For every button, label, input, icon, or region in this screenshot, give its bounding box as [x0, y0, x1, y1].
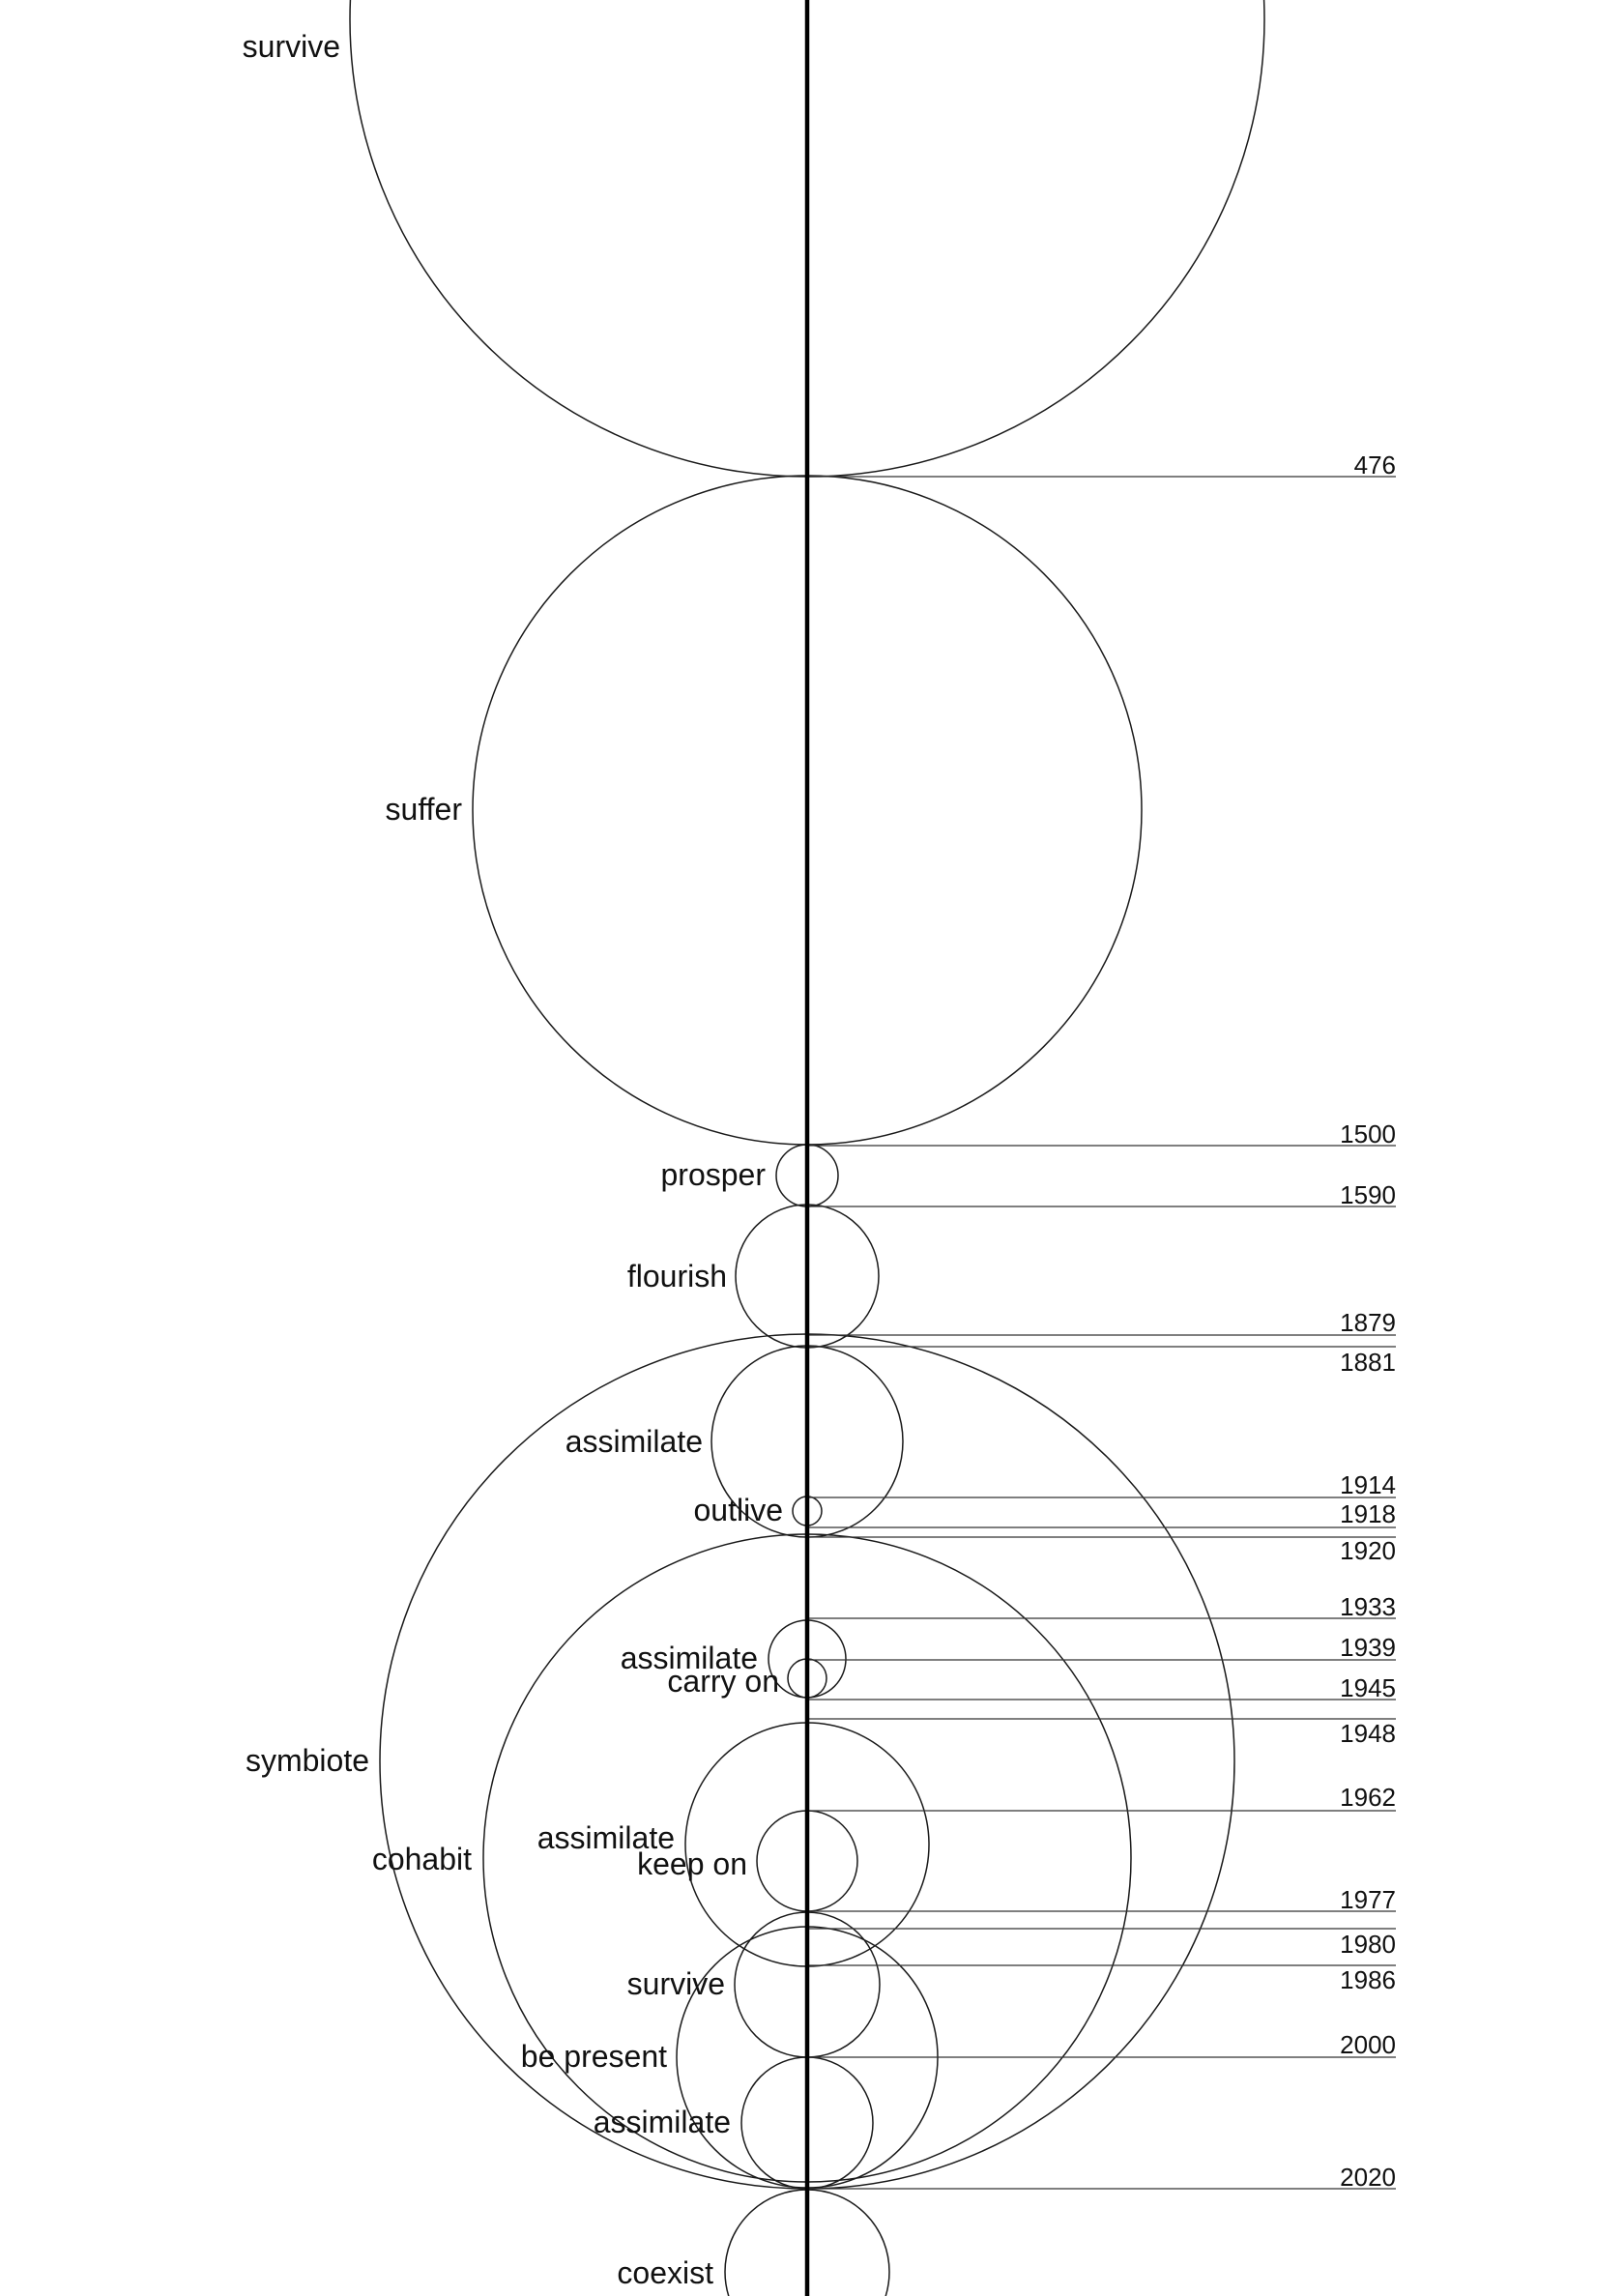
year-label-1948: 1948: [1340, 1719, 1396, 1748]
year-label-1920: 1920: [1340, 1536, 1396, 1565]
period-label-1: suffer: [385, 792, 462, 827]
period-label-9: carry on: [667, 1664, 779, 1699]
year-label-1914: 1914: [1340, 1470, 1396, 1499]
year-label-1933: 1933: [1340, 1592, 1396, 1621]
period-label-15: coexist: [617, 2255, 713, 2290]
year-label-1980: 1980: [1340, 1930, 1396, 1959]
year-labels-layer: [1340, 450, 1396, 2192]
period-label-10: assimilate: [536, 1820, 675, 1855]
year-label-2020: 2020: [1340, 2163, 1396, 2192]
period-label-12: survive: [626, 1966, 725, 2001]
period-label-14: assimilate: [593, 2105, 731, 2139]
year-lines-layer: [807, 477, 1396, 2189]
year-label-1945: 1945: [1340, 1673, 1396, 1702]
year-label-1881: 1881: [1340, 1348, 1396, 1377]
period-label-4: symbiote: [245, 1743, 369, 1778]
year-label-2000: 2000: [1340, 2030, 1396, 2059]
period-label-13: be present: [520, 2039, 667, 2074]
year-label-1962: 1962: [1340, 1783, 1396, 1812]
period-label-11: keep on: [637, 1846, 747, 1881]
year-label-1918: 1918: [1340, 1499, 1396, 1528]
period-label-8: assimilate: [620, 1641, 758, 1675]
period-label-3: flourish: [626, 1259, 727, 1293]
year-label-476: 476: [1353, 450, 1396, 480]
period-label-5: assimilate: [565, 1424, 703, 1459]
period-label-0: survive: [242, 29, 340, 64]
year-label-1986: 1986: [1340, 1965, 1396, 1994]
year-label-1500: 1500: [1340, 1119, 1396, 1148]
period-label-6: outlive: [693, 1493, 783, 1527]
period-label-2: prosper: [660, 1157, 766, 1192]
year-label-1939: 1939: [1340, 1633, 1396, 1662]
year-label-1977: 1977: [1340, 1885, 1396, 1914]
period-label-7: cohabit: [371, 1842, 472, 1876]
year-label-1879: 1879: [1340, 1308, 1396, 1337]
year-label-1590: 1590: [1340, 1180, 1396, 1209]
